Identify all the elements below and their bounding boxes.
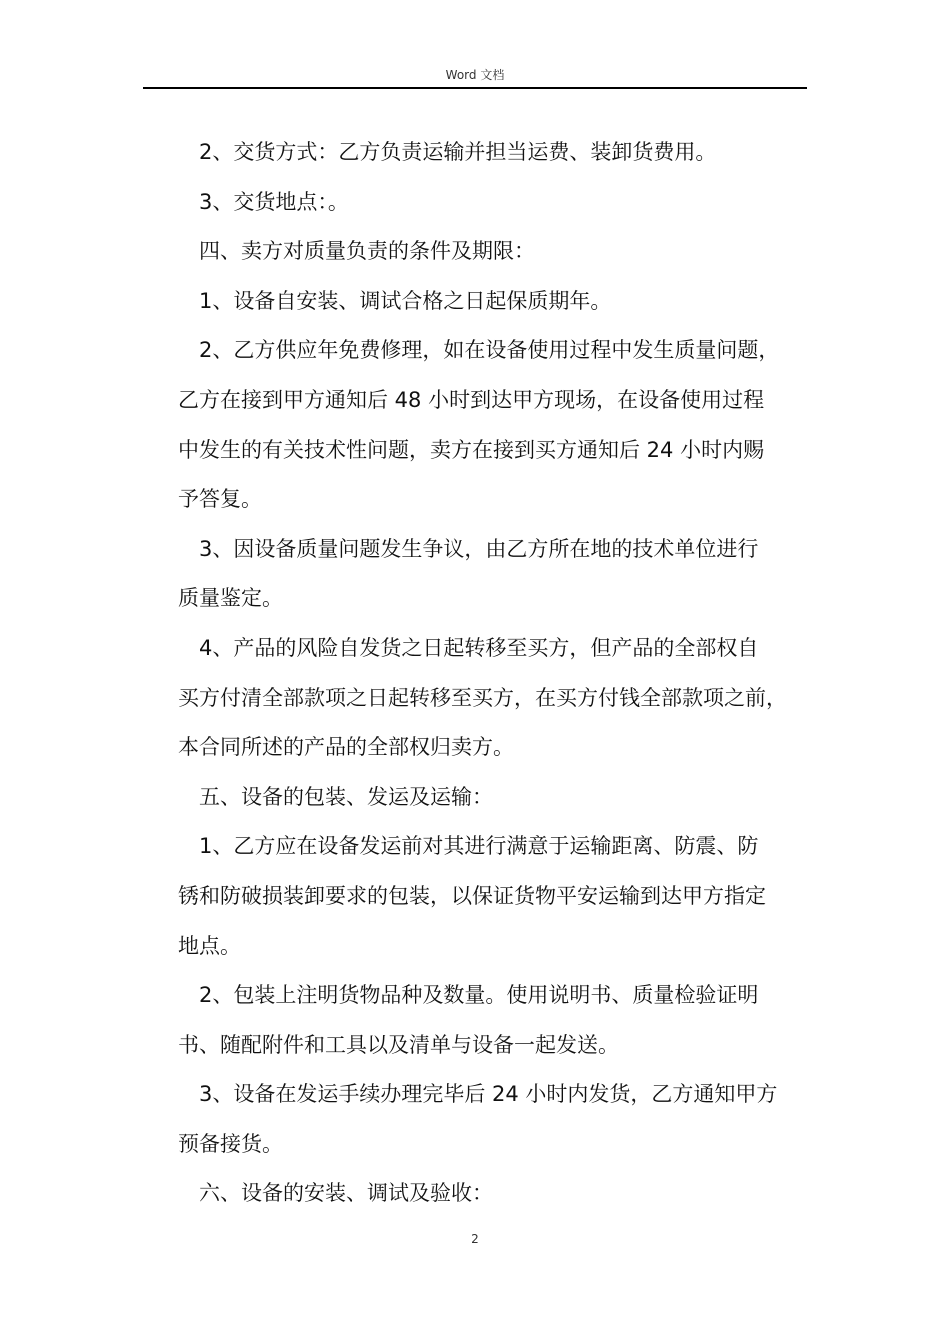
header-divider: [143, 87, 807, 89]
text-line: 3、交货地点：。: [199, 189, 349, 214]
text-line: 六、设备的安装、调试及验收：: [199, 1181, 493, 1206]
text-line: 3、设备在发运手续办理完毕后 24 小时内发货，乙方通知甲方: [199, 1082, 778, 1107]
text-line: 1、乙方应在设备发运前对其进行满意于运输距离、防震、防: [199, 834, 759, 859]
text-line: 地点。: [178, 933, 241, 958]
text-line: 质量鉴定。: [178, 586, 283, 611]
text-line: 1、设备自安装、调试合格之日起保质期年。: [199, 288, 612, 313]
text-line: 中发生的有关技术性问题，卖方在接到买方通知后 24 小时内赐: [178, 437, 765, 462]
text-line: 予答复。: [178, 487, 262, 512]
page-number: 2: [471, 1232, 479, 1246]
text-line: 2、乙方供应年免费修理，如在设备使用过程中发生质量问题，: [199, 338, 780, 363]
text-line: 乙方在接到甲方通知后 48 小时到达甲方现场，在设备使用过程: [178, 387, 765, 412]
text-line: 书、随配附件和工具以及清单与设备一起发送。: [178, 1032, 619, 1057]
text-line: 四、卖方对质量负责的条件及期限：: [199, 239, 535, 264]
text-line: 预备接货。: [178, 1131, 283, 1156]
text-line: 买方付清全部款项之日起转移至买方，在买方付钱全部款项之前，: [178, 685, 787, 710]
page-header: Word 文档: [445, 68, 505, 82]
text-line: 本合同所述的产品的全部权归卖方。: [178, 735, 514, 760]
text-line: 3、因设备质量问题发生争议，由乙方所在地的技术单位进行: [199, 536, 759, 561]
text-line: 五、设备的包装、发运及运输：: [199, 784, 493, 809]
text-line: 锈和防破损装卸要求的包装，以保证货物平安运输到达甲方指定: [178, 883, 766, 908]
document-body: [178, 128, 818, 1219]
text-line: 2、包装上注明货物品种及数量。使用说明书、质量检验证明: [199, 983, 759, 1008]
text-line: 2、交货方式：乙方负责运输并担当运费、装卸货费用。: [199, 140, 717, 164]
text-line: 4、产品的风险自发货之日起转移至买方，但产品的全部权自: [199, 635, 759, 660]
